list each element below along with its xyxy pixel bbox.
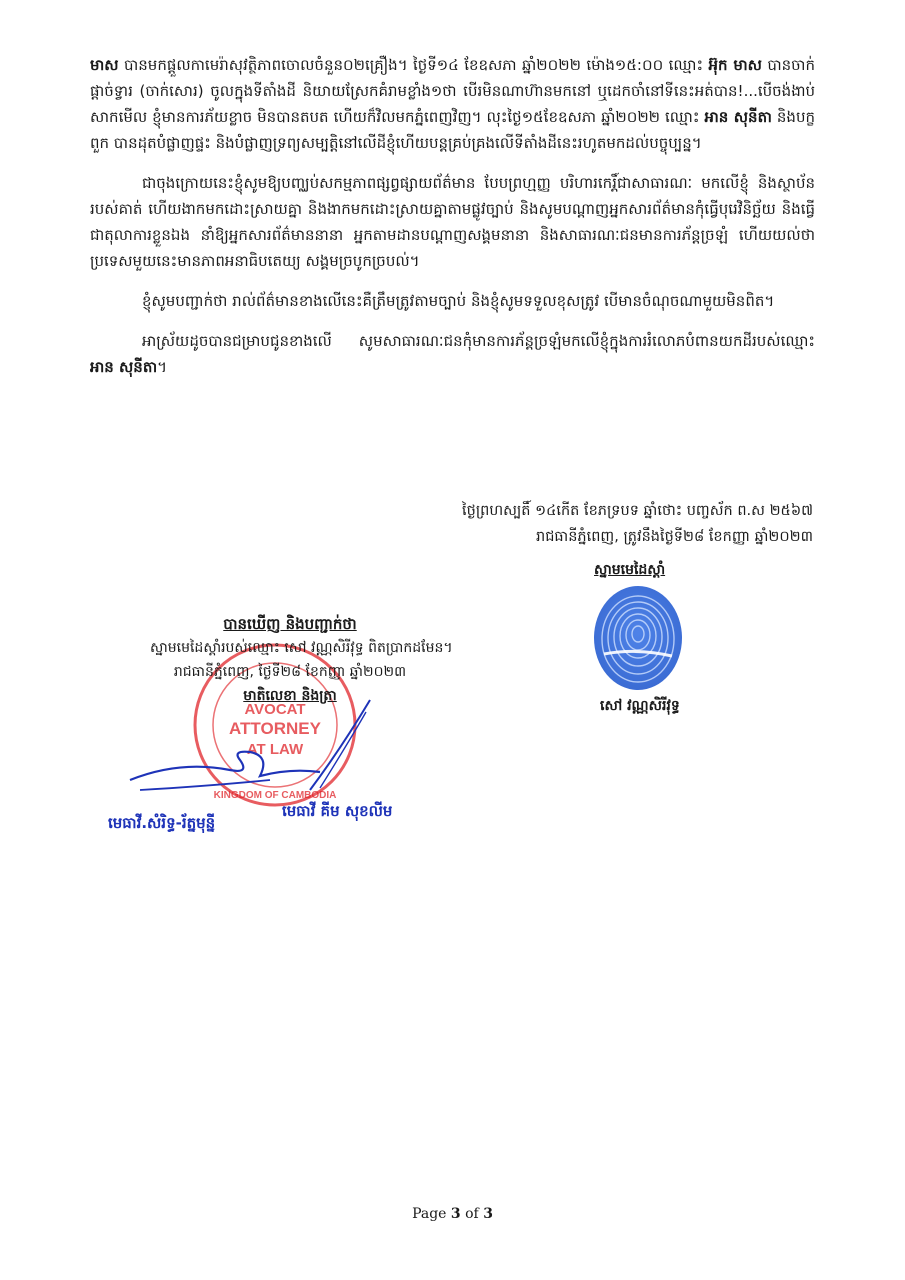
signature-scribble-icon: [120, 690, 380, 800]
paragraph-3: ខ្ញុំសូមបញ្ជាក់ថា រាល់ព័ត៌មានខាងលើនេះគឺត្រឹមត្រូវតាមច្បាប់ និងខ្ញុំសូមទទួលខុសត្រូវ បើមានចំណុចណាមួយមិនពិត។: [142, 292, 775, 310]
paragraph-4: [90, 328, 815, 380]
verification-title: បានឃើញ និងបញ្ជាក់ថា: [223, 615, 357, 633]
date-block: [462, 498, 813, 550]
stamp-line-1: AVOCAT: [244, 701, 306, 718]
thumbprint-image: [588, 584, 688, 696]
name-bold: អាន សុនីតា: [704, 108, 772, 126]
stamp-line-3: AT LAW: [246, 741, 304, 758]
letter-body: [90, 52, 815, 394]
verification-statement: ស្នាមមេដៃស្តាំរបស់ឈ្មោះ សៅ វណ្ណសិរីវុទ្ធ ពិតប្រាកដមែន។: [150, 640, 453, 656]
paragraph-text: អាស្រ័យដូចបានជម្រាបជូនខាងលើ សូមសាធារណៈជនកុំមានការភ័ន្តច្រឡំមកលើខ្ញុំក្នុងការរំលោភបំពានយកដីរបស់ឈ្មោះ: [142, 332, 815, 350]
thumbprint-title: ស្នាមមេដៃស្តាំ: [594, 562, 666, 578]
page-number: 3: [450, 1206, 461, 1222]
lawyer-name-2: មេធាវី គីម សុខលីម: [282, 802, 393, 820]
verification-signature-label: មាតិលេខា និងត្រា: [243, 688, 337, 704]
lunar-date: ថ្ងៃព្រហស្បតិ៍ ១៤កើត ខែភទ្របទ ឆ្នាំថោះ បញ្ចស័ក ព.ស ២៥៦៧: [462, 503, 813, 519]
of-word: of: [465, 1206, 479, 1222]
verification-date: រាជធានីភ្នំពេញ, ថ្ងៃទី២៨ ខែកញ្ញា ឆ្នាំ២០២៣: [173, 664, 407, 680]
paragraph-2: ជាចុងក្រោយនេះខ្ញុំសូមឱ្យបញ្ឈប់សកម្មភាពផ្សព្វផ្សាយព័ត៌មាន បែបព្រហ្មញ្ញ បរិហារកេរ្តិ៍ជាសាធារណៈ មកលើខ្ញុំ និងស្ថាប័នរបស់គាត់ ហើយងាកមកដោះស្រាយគ្នា និងងាកមកដោះស្រាយគ្នាតាមផ្លូវច្បាប់ និងសូមបណ្តាញអ្នកសារព័ត៌មានកុំធ្វើបុរេវិនិច្ឆ័យ និងធ្វើជាតុលាការខ្លួនឯង នាំឱ្យអ្នកសារព័ត៌មាននានា អ្នកតាមដានបណ្តាញសង្គមនានា និងសាធារណៈជនមានការភ័ន្តច្រឡំ ហើយយល់ថាប្រទេសមួយនេះមានភាពអនាធិបតេយ្យ សង្គមច្របូកច្របល់។: [90, 174, 815, 270]
name-bold: អាន សុនីតា: [90, 358, 158, 376]
page-word: Page: [412, 1206, 447, 1222]
name-bold: មាស: [90, 56, 119, 74]
page-total: 3: [483, 1206, 493, 1222]
name-bold: អ៊ុក មាស: [708, 56, 762, 74]
lawyer-name-1: មេធាវី.សំរិទ្ធ-រ័ត្នមុន្នី: [108, 814, 216, 832]
paragraph-text: បានចាក់ផ្ដាច់ទ្វារ (ចាក់សោរ) ចូលក្នុងទីតាំងដី និយាយស្រែកគំរាមខ្លាំង១ថា បើរមិនណាហ៊ានមកនៅ ឬដេកចាំនៅទីនេះអត់បាន!...បើចង់ងាប់ សាកមើល ខ្ញុំមានការភ័យខ្លាច មិនបានតបត ហើយក៏វិលមកភ្នំពេញវិញ។ លុះថ្ងៃ១៥ខែឧសភា ឆ្នាំ២០២២ ឈ្មោះ: [90, 56, 815, 126]
lawyer-signatures: [120, 690, 380, 804]
paragraph-text: បានមកផ្តួលកាមេរ៉ាសុវត្ថិភាពចោលចំនួន០២គ្រឿង។ ថ្ងៃទី១៤ ខែឧសភា ឆ្នាំ២០២២ ម៉ោង១៥:០០ ឈ្មោះ: [118, 56, 709, 74]
page-footer: [0, 1206, 905, 1222]
stamp-ring-text: KINGDOM OF CAMBODIA: [213, 790, 337, 801]
fingerprint-icon: [588, 584, 688, 692]
paragraph-text: ។: [157, 358, 168, 376]
thumbprint-owner-name: សៅ វណ្ណសិរីវុទ្ធ: [600, 698, 680, 714]
paragraph-text: និងបក្ខពួក បានដុតបំផ្លាញផ្ទះ និងបំផ្លាញទ្រព្យសម្បត្តិនៅលើដីខ្ញុំហើយបន្តគ្រប់គ្រងលើទីតាំងដីនេះរហូតមកដល់បច្ចុប្បន្ន។: [90, 108, 815, 152]
stamp-line-2: ATTORNEY: [229, 719, 321, 738]
solar-date: រាជធានីភ្នំពេញ, ត្រូវនឹងថ្ងៃទី២៨ ខែកញ្ញា ឆ្នាំ២០២៣: [535, 529, 813, 545]
paragraph-1: [90, 52, 815, 156]
